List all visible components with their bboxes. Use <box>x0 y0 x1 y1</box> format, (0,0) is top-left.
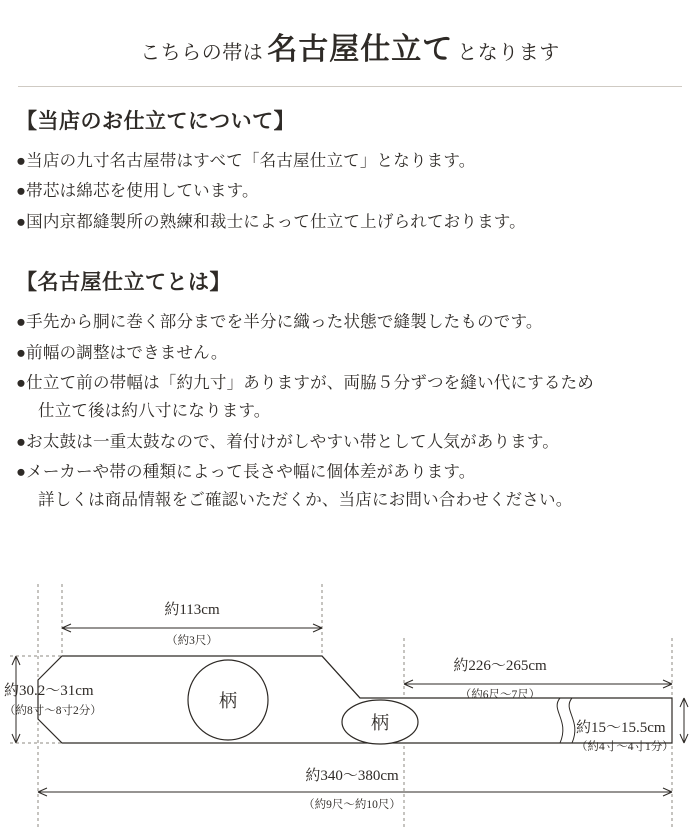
dim-right-width-sub: （約4寸〜4寸1分） <box>576 741 674 753</box>
dim-right-length-sub: （約6尺〜7尺） <box>459 689 541 701</box>
dim-top-length-sub: （約3尺） <box>166 635 218 647</box>
section-title: 【名古屋仕立てとは】 <box>16 270 231 295</box>
bullet-text: 仕立て前の帯幅は「約九寸」ありますが、両脇５分ずつを縫い代にするため <box>26 372 594 392</box>
pattern-label-small: 柄 <box>371 713 389 733</box>
section-spacer <box>16 238 684 266</box>
bullet-marker: ● <box>16 342 27 362</box>
list-item <box>16 458 684 515</box>
obi-dimension-diagram <box>0 566 700 840</box>
bullet-marker: ● <box>16 431 27 451</box>
bullet-marker: ● <box>16 312 27 332</box>
bullet-text: 手先から胴に巻く部分までを半分に織った状態で縫製したものです。 <box>26 312 543 332</box>
title-lead-text: こちらの帯は <box>140 42 264 64</box>
list-item <box>16 208 684 236</box>
dim-left-width-main: 約30.2〜31cm <box>4 683 94 699</box>
section-title: 【当店のお仕立てについて】 <box>16 109 296 133</box>
dim-total-length-main: 約340〜380cm <box>305 768 399 784</box>
bullet-text: メーカーや帯の種類によって長さや幅に個体差があります。 <box>26 462 476 481</box>
content-area <box>0 87 700 515</box>
list-item <box>16 428 684 456</box>
bullet-marker: ● <box>16 181 27 201</box>
dim-left-width-sub: （約8寸〜8寸2分） <box>4 705 102 717</box>
pattern-label-large: 柄 <box>219 691 237 711</box>
bullet-text: お太鼓は一重太鼓なので、着付けがしやすい帯として人気があります。 <box>26 431 559 451</box>
bullet-text-continued: 仕立て後は約八寸になります。 <box>38 401 271 421</box>
dim-right-width-main: 約15〜15.5cm <box>576 720 666 736</box>
dim-right-length-main: 約226〜265cm <box>453 658 547 674</box>
title-tail-text: となります <box>457 42 560 64</box>
bullet-marker: ● <box>16 462 27 481</box>
bullet-text: 前幅の調整はできません。 <box>26 342 228 362</box>
bullet-text: 当店の九寸名古屋帯はすべて「名古屋仕立て」となります。 <box>26 151 476 170</box>
list-item <box>16 147 684 175</box>
title-emphasis-text: 名古屋仕立て <box>267 33 454 66</box>
bullet-text-continued: 詳しくは商品情報をご確認いただくか、当店にお問い合わせください。 <box>38 490 573 510</box>
bullet-list <box>16 147 684 236</box>
bullet-marker: ● <box>16 151 27 170</box>
list-item <box>16 339 684 367</box>
page-title <box>0 0 700 82</box>
bullet-marker: ● <box>16 211 27 231</box>
bullet-text: 帯芯は綿芯を使用しています。 <box>26 181 259 201</box>
bullet-marker: ● <box>16 372 27 392</box>
list-item <box>16 369 684 426</box>
list-item <box>16 308 684 336</box>
bullet-text: 国内京都縫製所の熟練和裁士によって仕立て上げられております。 <box>26 211 526 231</box>
bullet-list <box>16 308 684 515</box>
dim-top-length-main: 約113cm <box>164 602 220 618</box>
list-item <box>16 177 684 205</box>
section-nagoya-definition <box>16 266 684 515</box>
section-shop-tailoring <box>16 105 684 236</box>
dim-total-length-sub: （約9尺〜約10尺） <box>303 799 401 811</box>
